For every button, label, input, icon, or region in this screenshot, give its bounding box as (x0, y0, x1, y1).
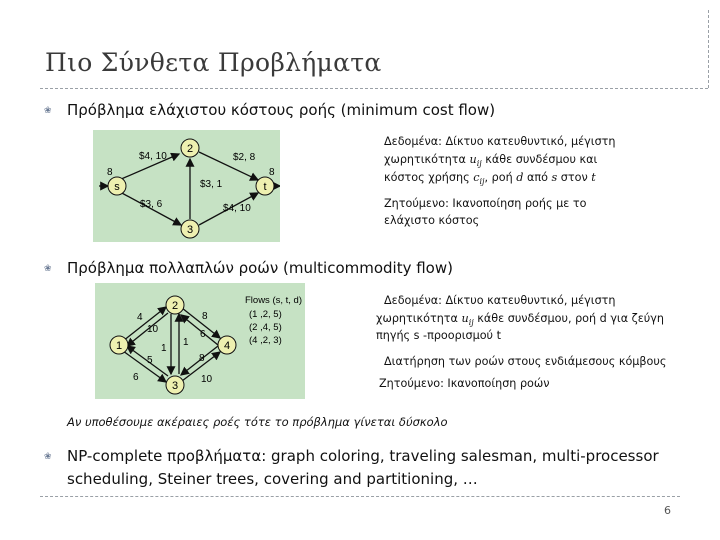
multicommodity-graph (95, 283, 305, 399)
bullet-np-complete-line2: scheduling, Steiner trees, covering and partitioning, … (67, 470, 478, 488)
edge-1-2 (123, 307, 166, 341)
mincost-given-line1: Δεδομένα: Δίκτυο κατευθυντικό, μέγιστη (384, 135, 616, 148)
supply-label: 8 (107, 167, 113, 178)
edge-2-t-label: $2, 8 (233, 152, 256, 163)
bullet-np-complete-line1: NP-complete προβλήματα: graph coloring, traveling salesman, multi-processor (67, 447, 659, 465)
node-s-label: s (114, 181, 120, 193)
edge-2-3-label: 1 (161, 343, 167, 354)
flow-entry: (4 ,2, 3) (249, 335, 282, 346)
edge-3-t-label: $4, 10 (223, 203, 251, 214)
mincost-graph (93, 130, 280, 242)
multi-given-line2: χωρητικότητα $u_{ij}$ κάθε συνδέσμου, ροή d για ζεύγη (376, 312, 664, 328)
edge-1-3 (123, 351, 166, 382)
edge-2-4-label: 8 (202, 311, 208, 322)
node-2-label: 2 (186, 143, 194, 155)
multi-given-line1: Δεδομένα: Δίκτυο κατευθυντικό, μέγιστη (384, 294, 616, 307)
multi-goal: Ζητούμενο: Ικανοποίηση ροών (379, 377, 550, 390)
demand-label: 8 (269, 167, 275, 178)
mincost-given-line2: χωρητικότητα $u_{ij}$ κάθε συνδέσμου και (384, 153, 598, 169)
bullet-marker-icon: ❀ (44, 106, 52, 116)
edge-4-3-label: 10 (201, 374, 213, 385)
bullet-marker-icon: ❀ (44, 452, 52, 462)
flow-entry: (1 ,2, 5) (249, 309, 282, 320)
page-number: 6 (664, 504, 671, 517)
node-4-label: 4 (223, 340, 231, 352)
node-t-label: t (263, 181, 267, 193)
edge-s-2-label: $4, 10 (139, 151, 167, 162)
node-3-label: 3 (186, 224, 194, 236)
edge-s-3-label: $3, 6 (140, 199, 163, 210)
edge-1-3-label: 5 (147, 355, 153, 366)
multi-given-line3: πηγής s -προορισμού t (376, 329, 501, 342)
bullet-multicommodity: Πρόβλημα πολλαπλών ροών (multicommodity flow) (67, 259, 453, 277)
edge-4-2-label: 6 (200, 329, 206, 340)
flow-entry: (2 ,4, 5) (249, 322, 282, 333)
edge-2-1-label: 10 (147, 324, 159, 335)
integer-flow-note: Αν υποθέσουμε ακέραιες ροές τότε το πρόβλημα γίνεται δύσκολο (67, 415, 448, 429)
mincost-given-line3: κόστος χρήσης $c_{ij}$, ροή d από s στον t (384, 171, 596, 187)
footer-divider (40, 496, 680, 497)
title-divider (40, 88, 708, 89)
multi-conservation: Διατήρηση των ροών στους ενδιάμεσους κόμβους (384, 355, 667, 368)
node-1-label: 1 (115, 340, 123, 352)
slide-title: Πιο Σύνθετα Προβλήματα (45, 48, 382, 77)
edge-1-2-label: 4 (137, 312, 143, 323)
edge-3-2-label: 1 (183, 337, 189, 348)
mincost-goal-line1: Ζητούμενο: Ικανοποίηση ροής με το (384, 197, 587, 210)
bullet-marker-icon: ❀ (44, 264, 52, 274)
title-vertical-divider (708, 10, 709, 88)
flows-title: Flows (s, t, d) (245, 295, 303, 306)
node-3-label: 3 (171, 380, 179, 392)
bullet-mincost: Πρόβλημα ελάχιστου κόστους ροής (minimum cost flow) (67, 101, 496, 119)
edge-3-2-label: $3, 1 (200, 179, 223, 190)
edge-3-1-label: 6 (133, 372, 139, 383)
node-2-label: 2 (171, 300, 179, 312)
mincost-goal-line2: ελάχιστο κόστος (384, 214, 480, 227)
edge-3-4-label: 8 (199, 353, 205, 364)
